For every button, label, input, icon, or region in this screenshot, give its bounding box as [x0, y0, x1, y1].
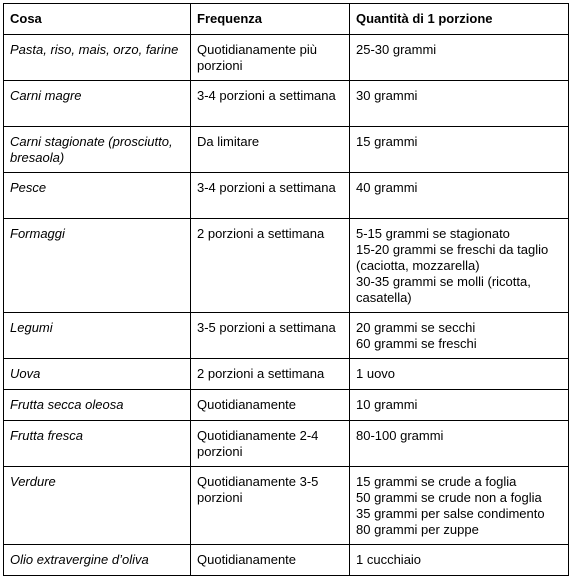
- quantita-line: 40 grammi: [356, 180, 418, 195]
- cell-frequenza: Quotidianamente 2-4 porzioni: [191, 421, 350, 467]
- cell-frequenza: Quotidianamente: [191, 545, 350, 576]
- quantita-line: 30-35 grammi se molli (ricotta, casatella): [356, 274, 531, 305]
- table-row: [4, 545, 569, 576]
- cell-frequenza: 3-5 porzioni a settimana: [191, 313, 350, 359]
- cell-quantita: [350, 390, 569, 421]
- cell-frequenza: Quotidianamente 3-5 porzioni: [191, 467, 350, 545]
- cell-frequenza: 3-4 porzioni a settimana: [191, 81, 350, 127]
- cell-quantita: [350, 219, 569, 313]
- cell-cosa: Legumi: [4, 313, 191, 359]
- quantita-line: 5-15 grammi se stagionato: [356, 226, 510, 241]
- cell-cosa: Pasta, riso, mais, orzo, farine: [4, 35, 191, 81]
- cell-frequenza: Quotidianamente più porzioni: [191, 35, 350, 81]
- cell-quantita: [350, 545, 569, 576]
- cell-cosa: Pesce: [4, 173, 191, 219]
- cell-frequenza: 2 porzioni a settimana: [191, 219, 350, 313]
- table-row: [4, 359, 569, 390]
- header-frequenza: Frequenza: [191, 4, 350, 35]
- table-row: [4, 421, 569, 467]
- cell-quantita: [350, 421, 569, 467]
- cell-cosa: Carni magre: [4, 81, 191, 127]
- cell-cosa: Olio extravergine d’oliva: [4, 545, 191, 576]
- quantita-line: 30 grammi: [356, 88, 418, 103]
- cell-frequenza: 2 porzioni a settimana: [191, 359, 350, 390]
- quantita-line: 15 grammi: [356, 134, 418, 149]
- header-row: [4, 4, 569, 35]
- quantita-line: 50 grammi se crude non a foglia: [356, 490, 542, 505]
- cell-cosa: Verdure: [4, 467, 191, 545]
- quantita-line: 15-20 grammi se freschi da taglio (caciotta, mozzarella): [356, 242, 549, 273]
- table-row: [4, 313, 569, 359]
- cell-quantita: [350, 313, 569, 359]
- cell-quantita: [350, 467, 569, 545]
- quantita-line: 10 grammi: [356, 397, 418, 412]
- cell-cosa: Formaggi: [4, 219, 191, 313]
- cell-quantita: [350, 35, 569, 81]
- table-row: [4, 81, 569, 127]
- cell-cosa: Frutta fresca: [4, 421, 191, 467]
- table-row: [4, 127, 569, 173]
- cell-frequenza: Quotidianamente: [191, 390, 350, 421]
- cell-quantita: [350, 127, 569, 173]
- quantita-line: 25-30 grammi: [356, 42, 437, 57]
- food-portion-table: [3, 3, 569, 576]
- header-quantita: Quantità di 1 porzione: [350, 4, 569, 35]
- cell-cosa: Frutta secca oleosa: [4, 390, 191, 421]
- quantita-line: 60 grammi se freschi: [356, 336, 477, 351]
- header-cosa: Cosa: [4, 4, 191, 35]
- table-row: [4, 35, 569, 81]
- table-row: [4, 390, 569, 421]
- cell-cosa: Uova: [4, 359, 191, 390]
- cell-quantita: [350, 173, 569, 219]
- cell-quantita: [350, 359, 569, 390]
- cell-frequenza: 3-4 porzioni a settimana: [191, 173, 350, 219]
- quantita-line: 20 grammi se secchi: [356, 320, 476, 335]
- quantita-line: 1 uovo: [356, 366, 396, 381]
- cell-frequenza: Da limitare: [191, 127, 350, 173]
- table-row: [4, 219, 569, 313]
- quantita-line: 35 grammi per salse condimento: [356, 506, 545, 521]
- quantita-line: 80-100 grammi: [356, 428, 444, 443]
- quantita-line: 1 cucchiaio: [356, 552, 422, 567]
- table-row: [4, 467, 569, 545]
- quantita-line: 80 grammi per zuppe: [356, 522, 479, 537]
- quantita-line: 15 grammi se crude a foglia: [356, 474, 517, 489]
- table-row: [4, 173, 569, 219]
- cell-cosa: Carni stagionate (prosciutto, bresaola): [4, 127, 191, 173]
- cell-quantita: [350, 81, 569, 127]
